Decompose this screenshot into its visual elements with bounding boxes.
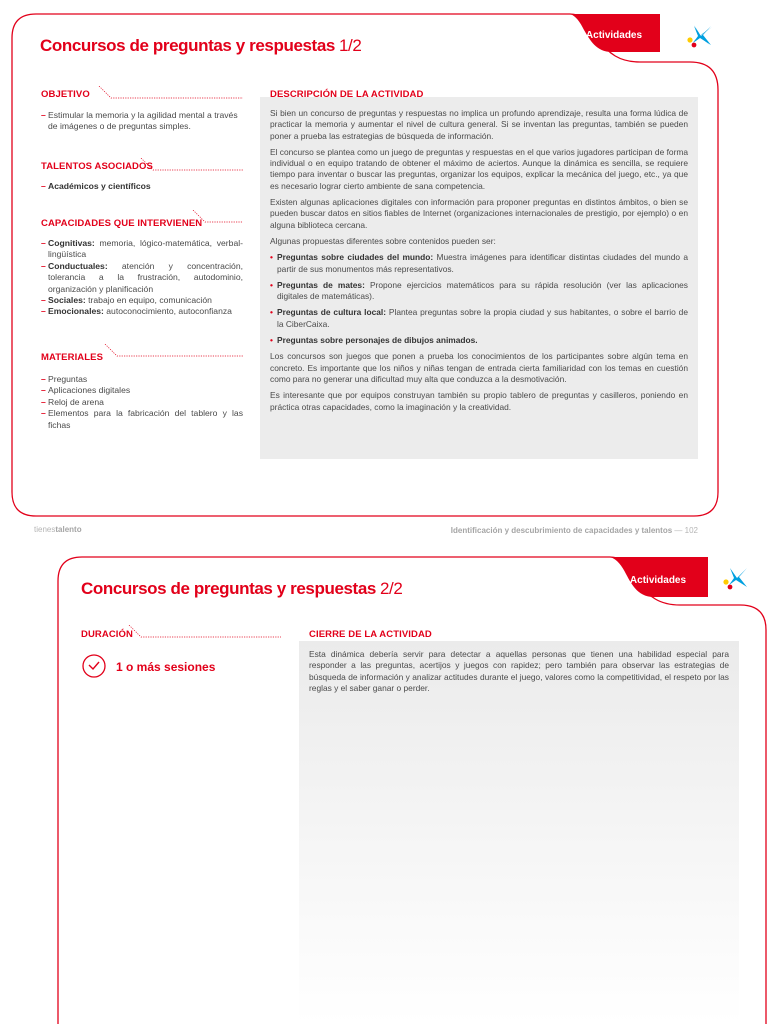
talentos-item: [41, 181, 243, 192]
propuesta-item: [270, 280, 688, 303]
capacidad-item: [41, 295, 243, 306]
capacidad-label: Sociales:: [48, 295, 86, 306]
page-2-title: [81, 579, 402, 599]
page-2-title-text: Concursos de preguntas y respuestas: [81, 579, 376, 598]
propuesta-label: Preguntas de mates:: [277, 279, 365, 290]
capacidades-heading: CAPACIDADES QUE INTERVIENEN: [41, 218, 203, 229]
cierre-body: [309, 649, 729, 699]
materiales-underline: [41, 344, 243, 358]
descripcion-p3: Existen algunas aplicaciones digitales con información para proponer preguntas en distintos ámbitos, o bien se pueden buscar datos en sitios fiables de Internet (organizaciones internacionales de prestigio, por ejemplo) o en alguna biblioteca cercana.: [270, 197, 688, 230]
material-item: – Reloj de arena: [41, 397, 243, 408]
capacidad-text: atención y concentración, tolerancia a la frustración, autodominio, organización y planificación: [48, 260, 243, 294]
descripcion-heading: DESCRIPCIÓN DE LA ACTIVIDAD: [270, 89, 424, 100]
propuesta-text: Muestra imágenes para identificar distintas ciudades del mundo a partir de sus monumentos más representativos.: [277, 252, 688, 274]
material-item: – Aplicaciones digitales: [41, 385, 243, 396]
descripcion-p4: Algunas propuestas diferentes sobre contenidos pueden ser:: [270, 235, 496, 246]
propuesta-label: Preguntas sobre personajes de dibujos animados.: [277, 335, 478, 346]
materiales-heading: MATERIALES: [41, 352, 104, 363]
propuesta-item: [270, 307, 688, 330]
talentos-text: [41, 181, 243, 192]
caixa-star-logo-icon: [686, 23, 714, 49]
capacidad-label: Cognitivas:: [48, 238, 95, 248]
footer-section: [451, 526, 698, 535]
objetivo-heading: OBJETIVO: [41, 89, 90, 100]
talentos-item-text: Académicos y científicos: [48, 181, 151, 191]
capacidades-underline: [41, 210, 243, 224]
duracion-text: 1 o más sesiones: [116, 660, 216, 674]
objetivo-item: – Estimular la memoria y la agilidad mental a través de imágenes o de preguntas simples.: [41, 110, 243, 133]
brand-light: tienes: [34, 525, 56, 534]
capacidades-list: [41, 238, 243, 318]
talentos-underline: [41, 158, 243, 172]
page-2-number: 2/2: [379, 579, 403, 598]
descripcion-p1: Si bien un concurso de preguntas y respuestas no implica un profundo aprendizaje, resulta una forma lúdica de practicar la memoria y aumentar el nivel de cultura general. Si se inventan las preguntas, también se pueden poner a prueba las estrategias de búsqueda de información.: [270, 108, 688, 141]
objetivo-underline: [41, 86, 243, 100]
page-1-number: 1/2: [338, 36, 362, 55]
capacidad-text: memoria, lógico-matemática, verbal-lingüística: [48, 238, 243, 260]
actividades-tab-1[interactable]: Actividades: [585, 30, 643, 41]
capacidad-label: Conductuales:: [48, 260, 108, 271]
talentos-heading: TALENTOS ASOCIADOS: [41, 161, 153, 172]
clock-check-icon: [82, 654, 106, 678]
brand-bold: talento: [55, 525, 82, 534]
capacidad-text: autoconocimiento, autoconfianza: [103, 306, 232, 317]
page-1-title: [40, 36, 361, 56]
capacidad-item: [41, 238, 243, 261]
brand-footer: [34, 525, 82, 534]
material-item: – Preguntas: [41, 374, 243, 385]
page-1-title-text: Concursos de preguntas y respuestas: [40, 36, 335, 55]
cierre-text: Esta dinámica debería servir para detectar a aquellas personas que tienen una habilidad especial para responder a las preguntas, acertijos y juegos con rapidez; pero también para observar las estrategias de búsqueda de información y analizar actitudes durante el juego, valores como la competitividad, el respeto por las reglas y el saber ganar o perder.: [309, 649, 729, 693]
capacidad-label: Emocionales:: [48, 306, 104, 317]
descripcion-body: [270, 108, 688, 418]
propuesta-label: Preguntas sobre ciudades del mundo:: [277, 252, 434, 263]
objetivo-text: [41, 110, 243, 133]
descripcion-p2: El concurso se plantea como un juego de preguntas y respuestas en el que varios jugadores participan de forma individual o en equipo tratando de obtener el máximo de aciertos. Aunque la dinámica es sencilla, se requiere tiempo para inventar o buscar las preguntas, organizar los equipos, explicar la mecánica del juego, etc., ya que es necesario lograr cierto ambiente de sana competencia.: [270, 146, 688, 191]
propuesta-item: [270, 252, 688, 275]
footer-section-text: Identificación y descubrimiento de capacidades y talentos: [450, 526, 673, 535]
duracion-underline: [81, 625, 281, 639]
propuesta-text: Plantea preguntas sobre la propia ciudad y sus habitantes, o sobre el barrio de la CiberCaixa.: [277, 307, 688, 329]
duracion-heading: DURACIÓN: [81, 629, 133, 640]
material-item: – Elementos para la fabricación del tablero y las fichas: [41, 408, 243, 431]
actividades-tab-2[interactable]: Actividades: [629, 575, 687, 586]
descripcion-p5: Los concursos son juegos que ponen a prueba los conocimientos de los participantes sobre algún tema en concreto. Es importante que los niños y niñas tengan de entrada cierta familiaridad con los temas en cuestión como para no generar una dificultad muy alta que conduzca a la desmotivación.: [270, 351, 688, 384]
propuesta-label: Preguntas de cultura local:: [277, 307, 387, 318]
propuesta-text: Propone ejercicios matemáticos para su rápida resolución (ver las aplicaciones digitales de matemáticas).: [277, 279, 688, 302]
caixa-star-logo-icon: [722, 565, 750, 591]
materiales-list: [41, 374, 243, 431]
footer-page-number: — 102: [674, 526, 698, 535]
propuesta-item: [270, 335, 688, 346]
capacidad-text: trabajo en equipo, comunicación: [85, 295, 212, 306]
cierre-heading: CIERRE DE LA ACTIVIDAD: [309, 629, 432, 640]
descripcion-p6: Es interesante que por equipos construyan también su propio tablero de preguntas y casilleros, poniendo en práctica otras capacidades, como la imaginación y la creatividad.: [270, 390, 688, 412]
capacidad-item: [41, 306, 243, 317]
capacidad-item: [41, 261, 243, 295]
